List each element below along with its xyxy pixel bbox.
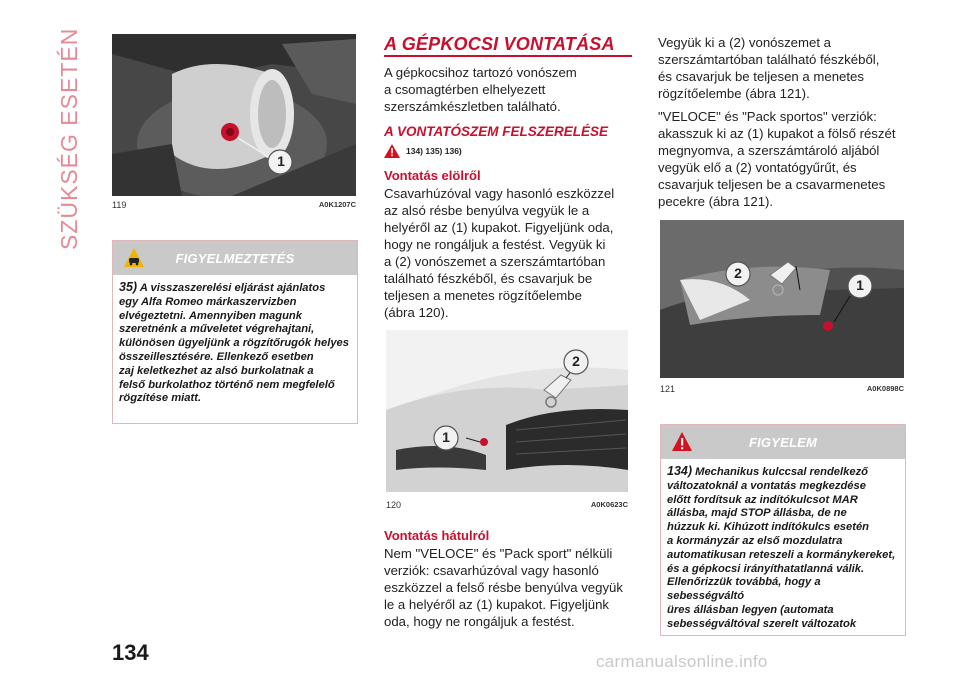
warning-line: Ellenőrizzük továbbá, hogy a sebességváltó [667,576,821,603]
section-title: A GÉPKOCSI VONTATÁSA [384,34,615,54]
figure-121-image [660,220,904,378]
figure-120-image [386,330,628,492]
front-line: a (2) vonószemet a szerszámtartóban [384,254,606,269]
figure-120-callout-1: 1 [442,429,450,445]
warning-line: összeillesztésére. Ellenkező esetben [119,350,314,363]
front-line: Csavarhúzóval vagy hasonló eszközzel [384,186,615,201]
intro-line: szerszámkészletben található. [384,99,561,114]
figure-119-code: A0K1207C [318,200,356,209]
intro-line: A gépkocsihoz tartozó vonószem [384,65,577,80]
rear-line: le a helyéről az (1) kupakot. Figyeljünk [384,597,610,612]
figure-119-image [112,34,356,196]
figure-121-code: A0K0898C [866,384,904,393]
warning-box-figyelmeztetes [112,240,358,424]
intro-line: a csomagtérben elhelyezett [384,82,546,97]
watermark-text: carmanualsonline.info [596,652,768,671]
front-line: hogy ne rongáljuk a festést. Vegyük ki [384,237,606,252]
warning-title: FIGYELMEZTETÉS [175,250,295,266]
col3-line: Vegyük ki a (2) vonószemet a [658,35,831,50]
front-towing-title: Vontatás elölről [384,168,481,183]
warning-line: állásba, majd STOP állásba, de ne [667,507,847,520]
col3-line: szerszámtartóban található fészkéből, [658,52,880,67]
warning-title: FIGYELEM [748,434,818,450]
warning-line: felső burkolathoz történő nem megfelelő [119,378,335,391]
rear-towing-title: Vontatás hátulról [384,528,490,543]
col3-line: csavarjuk teljesen be a csavarmenetes [658,177,886,192]
col3-line: és csavarjuk be teljesen a menetes [658,69,864,84]
front-line: (ábra 120). [384,305,449,320]
warning-line: üres állásban legyen (automata [667,603,834,616]
rear-line: Nem "VELOCE" és "Pack sport" nélküli [384,546,613,561]
figure-119-number: 119 [112,200,127,210]
rear-line: oda, hogy ne rongáljuk a festést. [384,614,575,629]
warning-line: előtt fordítsuk az indítókulcsot MAR [667,493,858,506]
warning-line: változatoknál a vontatás megkezdése [667,479,866,492]
warning-text [661,459,905,638]
subsection-title [384,124,632,139]
col3-line: akasszuk ki az (1) kupakot a fölső részét [658,126,896,141]
figure-121-callout-2: 2 [734,265,742,281]
warning-line: egy Alfa Romeo márkaszervizben [119,295,297,308]
col3-line: "VELOCE" és "Pack sportos" verziók: [658,109,877,124]
column-three-text [658,34,908,210]
figure-121-callout-1: 1 [856,277,864,293]
warning-number: 134) [667,464,693,478]
col3-line: pecekre (ábra 121). [658,194,774,209]
warning-line: sebességváltóval szerelt változatok [667,617,857,630]
warning-line: automatikusan reteszeli a kormánykereket, [667,548,896,561]
figure-120-code: A0K0623C [590,500,628,509]
front-line: található fészkéből, és csavarjuk be [384,271,593,286]
front-line: helyéről az (1) kupakot. Figyeljünk oda, [384,220,614,235]
caution-triangle-icon [384,144,400,158]
figure-119-callout-1: 1 [277,153,285,169]
car-warning-icon [123,247,145,269]
figure-120-callout-2: 2 [572,353,580,369]
warning-line: a kormányzár az első mozdulatra [667,534,843,547]
front-line: teljesen a menetes rögzítőelembe [384,288,582,303]
subsection-heading: A VONTATÓSZEM FELSZERELÉSE [384,124,609,139]
warning-line: rögzítése miatt. [119,392,202,405]
rear-towing [384,528,632,630]
warning-header [661,425,905,459]
chapter-side-title: SZÜKSÉG ESETÉN [56,28,82,251]
caution-triangle-icon [671,431,693,453]
warning-text [113,275,357,412]
figure-120-number: 120 [386,500,402,510]
front-towing [384,168,632,321]
figure-121-number: 121 [660,384,676,394]
refs-row [384,144,632,158]
warning-line: Mechanikus kulccsal rendelkező [695,466,869,478]
section-title-rule [384,55,632,57]
page-number: 134 [112,640,149,665]
warning-number: 35) [119,280,138,294]
column-towing [384,34,632,55]
warning-line: zaj keletkezhet az alsó burkolatnak a [119,364,314,377]
figure-119-caption [112,200,356,210]
col3-line: vegyük elő a (2) vontatógyűrűt, és [658,160,857,175]
warning-line: elvégeztetni. Amennyiben magunk [119,309,302,322]
warning-line: különösen ügyeljünk a rögzítőrugók helyes [119,337,350,350]
front-line: az alsó résbe benyúlva vegyük le a [384,203,590,218]
warning-header [113,241,357,275]
warning-line: húzzuk ki. Kihúzott indítókulcs esetén [667,521,870,534]
col3-line: megnyomva, a szerszámtároló aljából [658,143,880,158]
rear-line: eszközzel a felső résbe benyúlva vegyük [384,580,623,595]
warning-line: szeretnénk a műveletet végrehajtani, [119,323,315,336]
refs-text: 134) 135) 136) [406,146,462,156]
section-intro [384,64,632,115]
warning-box-figyelem [660,424,906,636]
col3-line: rögzítőelembe (ábra 121). [658,86,810,101]
figure-120-caption [386,500,628,510]
warning-line: és a gépkocsi irányíthatatlanná válik. [667,562,865,575]
rear-line: verziók: csavarhúzóval vagy hasonló [384,563,599,578]
warning-line: A visszaszerelési eljárást ajánlatos [139,282,326,294]
figure-121-caption [660,384,904,394]
